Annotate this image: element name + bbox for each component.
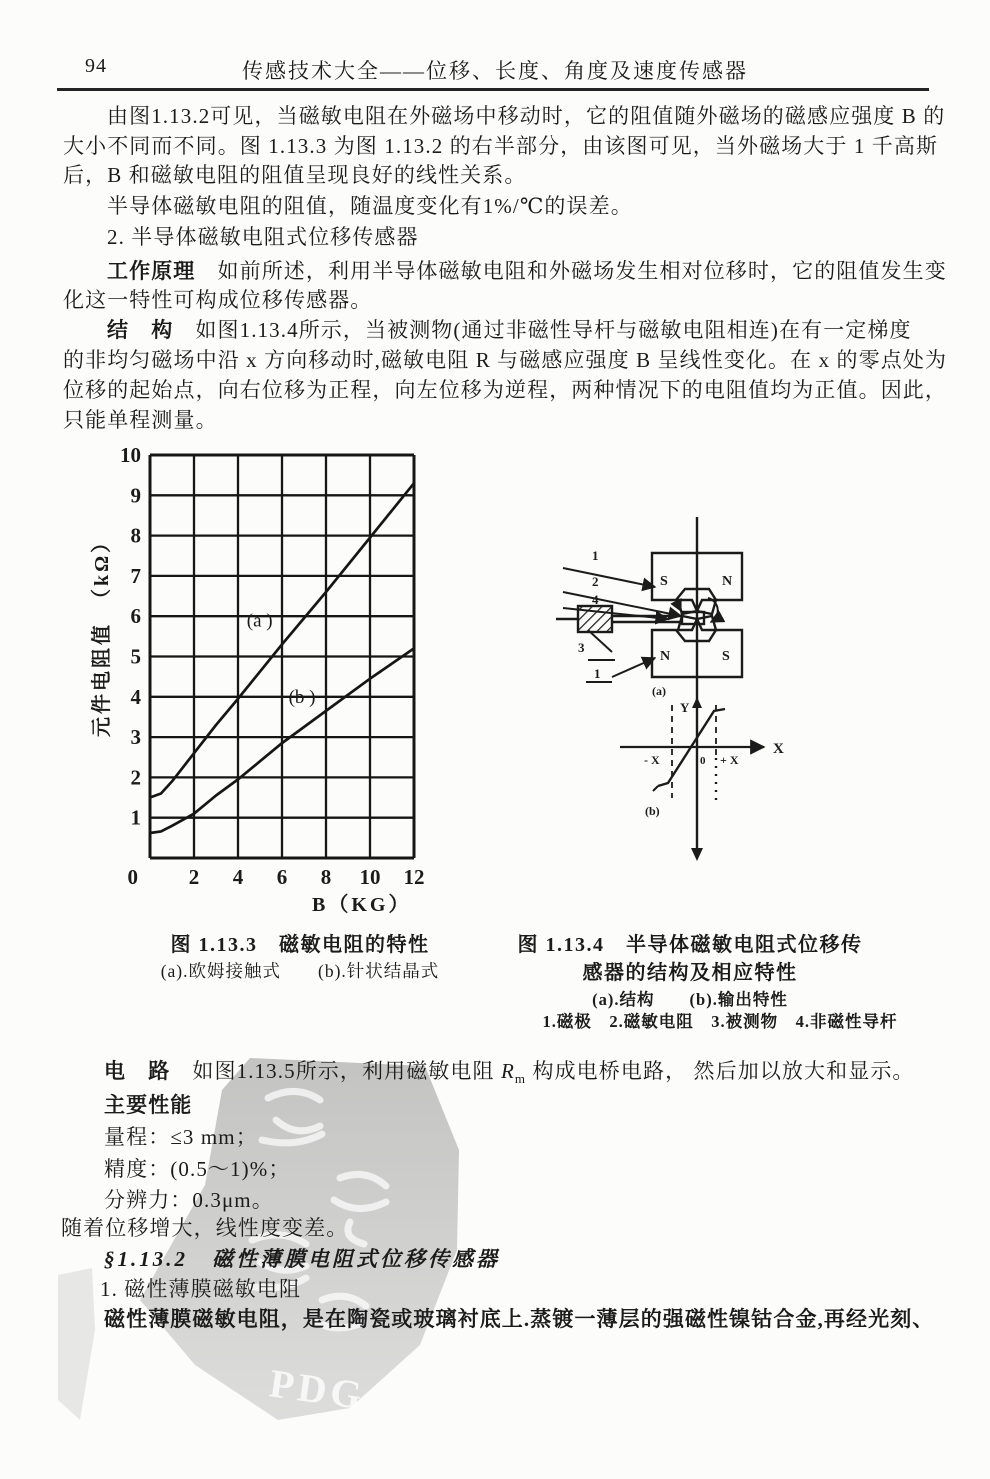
- section-heading: §1.13.2 磁性薄膜电阻式位移传感器: [104, 1247, 500, 1271]
- pole-label-N-bottom: N: [660, 649, 671, 664]
- chart-curve-tag-a: (a ): [246, 610, 273, 632]
- fig4-caption-line1: 图 1.13.4 半导体磁敏电阻式位移传: [517, 934, 863, 956]
- paragraph-text: 如图1.13.4所示，当被测物(通过非磁性导杆与磁敏电阻相连)在有一定梯度: [173, 318, 912, 342]
- fig3-caption: 图 1.13.3 磁敏电阻的特性: [170, 934, 430, 956]
- fig3-subcaption: (a).欧姆接触式 (b).针状结晶式: [160, 961, 440, 981]
- y-axis-label: Y: [680, 700, 690, 715]
- paragraph-line: 后，B 和磁敏电阻的阻值呈现良好的线性关系。: [63, 163, 527, 187]
- chart-curve-tag-b: (b ): [288, 686, 316, 708]
- spec-line-accuracy: 精度：(0.5～1)%；: [104, 1157, 291, 1181]
- chart-x-tick: 12: [403, 865, 425, 889]
- chart-y-axis-label: 元件电阻值 （kΩ）: [91, 529, 113, 737]
- characteristic-end-tick: [653, 786, 658, 791]
- variable-R-subscript: m: [514, 1071, 527, 1087]
- pole-label-N-top: N: [722, 574, 733, 589]
- subsection-heading: 1. 磁性薄膜磁敏电阻: [100, 1277, 302, 1301]
- structure-lead: 结 构: [107, 318, 174, 342]
- paragraph-line: 位移的起始点，向右位移为正程，向左位移为逆程，两种情况下的电阻值均为正值。因此，: [63, 378, 947, 402]
- fig4-legend: 1.磁极 2.磁敏电阻 3.被测物 4.非磁性导杆: [542, 1012, 898, 1031]
- label-1-top: 1: [592, 548, 599, 563]
- chart-origin-tick: 0: [127, 865, 138, 889]
- x-axis-label: X: [773, 741, 784, 757]
- chart-y-tick: 10: [120, 443, 141, 467]
- axis-bottom-arrowhead: [691, 848, 703, 861]
- fig4-caption-line2: 感器的结构及相应特性: [582, 962, 798, 984]
- paragraph-text: 如图1.13.5所示，利用磁敏电阻: [170, 1059, 501, 1083]
- pole-label-S-top: S: [660, 574, 668, 589]
- variable-R: R: [500, 1059, 515, 1083]
- y-axis-arrowhead: [692, 697, 702, 708]
- label-1-bottom: 1: [594, 666, 601, 681]
- chart-y-tick: 9: [130, 483, 141, 508]
- performance-heading: 主要性能: [104, 1093, 193, 1117]
- fig-1-13-3-chart: [89, 443, 425, 916]
- paragraph-line: 由图1.13.2可见，当磁敏电阻在外磁场中移动时，它的阻值随外磁场的磁感应强度 B 的: [107, 104, 946, 128]
- paragraph-text: 如前所述，利用半导体磁敏电阻和外磁场发生相对位移时，它的阻值发生变: [195, 259, 947, 283]
- chart-y-tick: 8: [130, 523, 141, 548]
- leader-1-top: [563, 568, 655, 587]
- part-a-label: (a): [652, 684, 666, 698]
- chart-x-tick: 6: [276, 865, 288, 889]
- paragraph-line: 磁性薄膜磁敏电阻，是在陶瓷或玻璃衬底上.蒸镀一薄层的强磁性镍钴合金,再经光刻、: [104, 1307, 935, 1331]
- chart-y-tick: 3: [130, 725, 141, 750]
- chart-y-tick: 6: [130, 604, 141, 629]
- label-3: 3: [578, 640, 585, 655]
- paragraph-line: 化这一特性可构成位移传感器。: [63, 288, 373, 312]
- chart-x-axis-label: B（KG）: [312, 894, 412, 916]
- chart-x-tick: 10: [359, 865, 381, 889]
- subsection-heading: 2. 半导体磁敏电阻式位移传感器: [107, 225, 419, 249]
- chart-y-tick: 5: [130, 644, 141, 669]
- chart-x-tick: 4: [232, 865, 244, 889]
- watermark-pdg-text: PDG: [266, 1360, 369, 1419]
- fig-1-13-4-output-labels: [644, 700, 784, 818]
- chart-x-tick: 8: [320, 865, 332, 889]
- part-b-label: (b): [645, 804, 660, 818]
- chart-x-tick: 2: [188, 865, 200, 889]
- chart-y-tick: 4: [130, 684, 141, 709]
- pos-x-label: + X: [720, 753, 739, 767]
- chart-y-tick: 2: [130, 765, 141, 790]
- leader-1-bottom: [612, 658, 655, 677]
- spec-line-resolution: 分辨力：0.3μm。: [104, 1188, 274, 1212]
- running-header-title: 传感技术大全——位移、长度、角度及速度传感器: [242, 59, 748, 83]
- principle-lead: 工作原理: [107, 259, 196, 283]
- fig4-subcaption: (a).结构 (b).输出特性: [592, 990, 788, 1009]
- circuit-lead: 电 路: [104, 1059, 171, 1083]
- neg-x-label: - X: [644, 753, 660, 767]
- paragraph-line: 随着位移增大，线性度变差。: [61, 1216, 349, 1240]
- fig-1-13-4-output: [620, 697, 764, 806]
- paragraph-text: 构成电桥电路， 然后加以放大和显示。: [526, 1059, 915, 1083]
- paragraph-line: 半导体磁敏电阻的阻值，随温度变化有1%/℃的误差。: [107, 194, 633, 218]
- chart-y-tick: 1: [130, 805, 141, 830]
- paragraph-line: [104, 1058, 915, 1092]
- spec-line-range: 量程：≤3 mm；: [104, 1125, 258, 1149]
- leader-3-diag: [588, 630, 612, 652]
- paragraph-line: 大小不同而不同。图 1.13.3 为图 1.13.2 的右半部分，由该图可见，当外磁场大于 1 千高斯: [63, 134, 939, 158]
- chart-y-tick: 7: [130, 563, 141, 588]
- paragraph-line: 的非均匀磁场中沿 x 方向移动时,磁敏电阻 R 与磁感应强度 B 呈线性变化。在 x 的零点处为: [63, 348, 948, 372]
- label-2: 2: [592, 574, 599, 589]
- page-number: 94: [85, 55, 107, 77]
- label-4: 4: [592, 592, 599, 607]
- pole-label-S-bottom: S: [722, 649, 730, 664]
- origin-label: 0: [700, 755, 706, 767]
- paragraph-line: 只能单程测量。: [63, 408, 218, 432]
